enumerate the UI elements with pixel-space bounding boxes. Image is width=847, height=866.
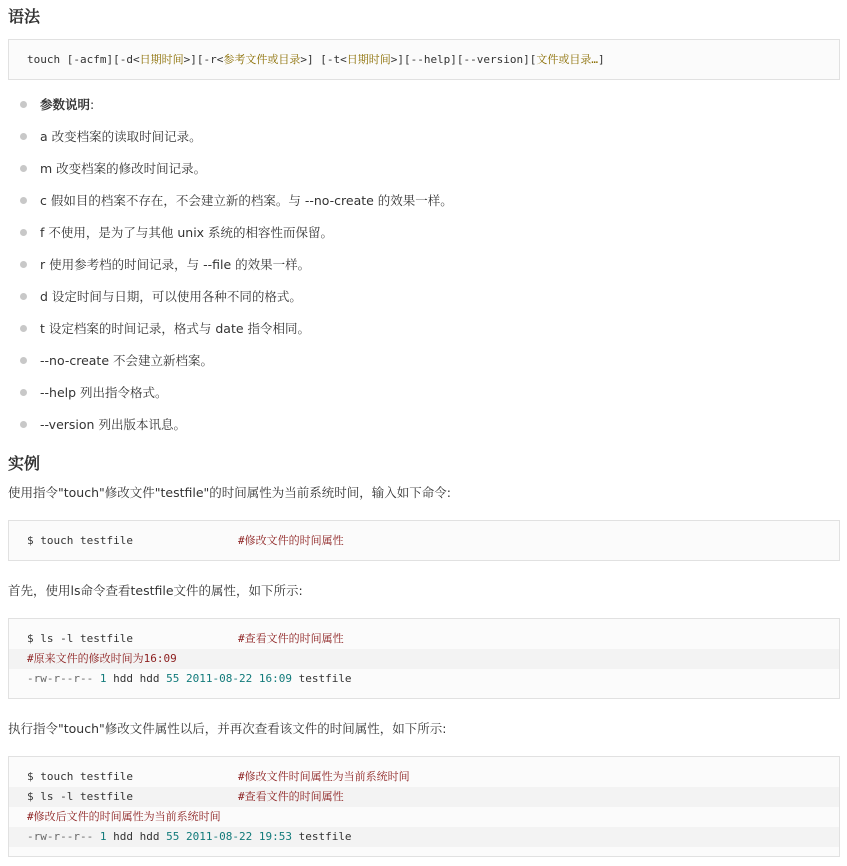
code-line	[9, 767, 839, 787]
bullet-icon	[20, 165, 27, 172]
code-comment: #修改文件时间属性为当前系统时间	[238, 770, 410, 783]
code-comment: #修改后文件的时间属性为当前系统时间	[27, 810, 221, 823]
syntax-heading: 语法	[8, 7, 41, 26]
example-intro-2: 首先，使用ls命令查看testfile文件的属性，如下所示:	[8, 583, 303, 598]
code-date: 2011-08-22	[185, 672, 253, 685]
code-command: $ touch testfile	[27, 534, 133, 547]
code-perm: -rw-r--r--	[27, 672, 94, 685]
bullet-icon	[20, 197, 27, 204]
code-comment: #原来文件的修改时间为16:09	[27, 652, 177, 665]
params-title-colon: :	[90, 97, 95, 112]
example-code-block-1	[8, 520, 840, 561]
code-comment: #查看文件的时间属性	[238, 790, 344, 803]
code-text: touch [-acfm][-d<	[27, 53, 140, 66]
code-owner: hdd hdd	[113, 672, 160, 685]
example-code-block-3	[8, 756, 840, 857]
param-item: --version 列出版本讯息。	[40, 417, 186, 432]
code-text: >][-r<	[183, 53, 224, 66]
param-item: c 假如目的档案不存在，不会建立新的档案。与 --no-create 的效果一样。	[40, 193, 453, 208]
code-date: 2011-08-22	[185, 830, 253, 843]
param-item: --help 列出指令格式。	[40, 385, 168, 400]
code-text: >][--help][--version][	[390, 53, 537, 66]
code-param: 文件或目录…	[536, 53, 599, 66]
code-owner: hdd hdd	[113, 830, 160, 843]
code-line	[9, 629, 839, 649]
example-code-block-2	[8, 618, 840, 699]
code-command: $ ls -l testfile	[27, 632, 133, 645]
bullet-icon	[20, 325, 27, 332]
bullet-icon	[20, 421, 27, 428]
code-filename: testfile	[298, 830, 352, 843]
bullet-icon	[20, 133, 27, 140]
bullet-icon	[20, 293, 27, 300]
code-param: 日期时间	[139, 53, 184, 66]
param-item: d 设定时间与日期，可以使用各种不同的格式。	[40, 289, 302, 304]
param-item: a 改变档案的读取时间记录。	[40, 129, 202, 144]
code-command: $ ls -l testfile	[27, 790, 133, 803]
code-time: 19:53	[258, 830, 292, 843]
code-comment: #修改文件的时间属性	[238, 534, 344, 547]
code-number: 55	[166, 830, 180, 843]
code-perm: -rw-r--r--	[27, 830, 94, 843]
code-param: 参考文件或目录	[223, 53, 301, 66]
bullet-icon	[20, 389, 27, 396]
code-number: 55	[166, 672, 180, 685]
code-number: 1	[99, 672, 107, 685]
code-text: ]	[598, 53, 605, 66]
syntax-code-block	[8, 39, 840, 80]
example-intro-3: 执行指令"touch"修改文件属性以后，并再次查看该文件的时间属性，如下所示:	[8, 721, 447, 736]
param-item: r 使用参考档的时间记录，与 --file 的效果一样。	[40, 257, 311, 272]
code-line	[9, 787, 839, 807]
code-line	[9, 827, 839, 847]
syntax-code-line	[9, 50, 839, 70]
code-line	[9, 649, 839, 669]
param-item: f 不使用，是为了与其他 unix 系统的相容性而保留。	[40, 225, 334, 240]
param-item: --no-create 不会建立新档案。	[40, 353, 213, 368]
code-command: $ touch testfile	[27, 770, 133, 783]
params-title: 参数说明	[40, 97, 91, 112]
code-param: 日期时间	[346, 53, 391, 66]
example-intro-1: 使用指令"touch"修改文件"testfile"的时间属性为当前系统时间，输入如下命令:	[8, 485, 452, 500]
code-comment: #查看文件的时间属性	[238, 632, 344, 645]
bullet-icon	[20, 357, 27, 364]
code-filename: testfile	[298, 672, 352, 685]
bullet-icon	[20, 229, 27, 236]
code-line	[9, 531, 839, 551]
code-number: 1	[99, 830, 107, 843]
examples-heading: 实例	[8, 454, 41, 473]
bullet-icon	[20, 261, 27, 268]
param-item: t 设定档案的时间记录，格式与 date 指令相同。	[40, 321, 311, 336]
code-line	[9, 669, 839, 689]
bullet-icon	[20, 101, 27, 108]
code-line	[9, 807, 839, 827]
code-text: >] [-t<	[300, 53, 347, 66]
param-item: m 改变档案的修改时间记录。	[40, 161, 207, 176]
code-time: 16:09	[258, 672, 292, 685]
